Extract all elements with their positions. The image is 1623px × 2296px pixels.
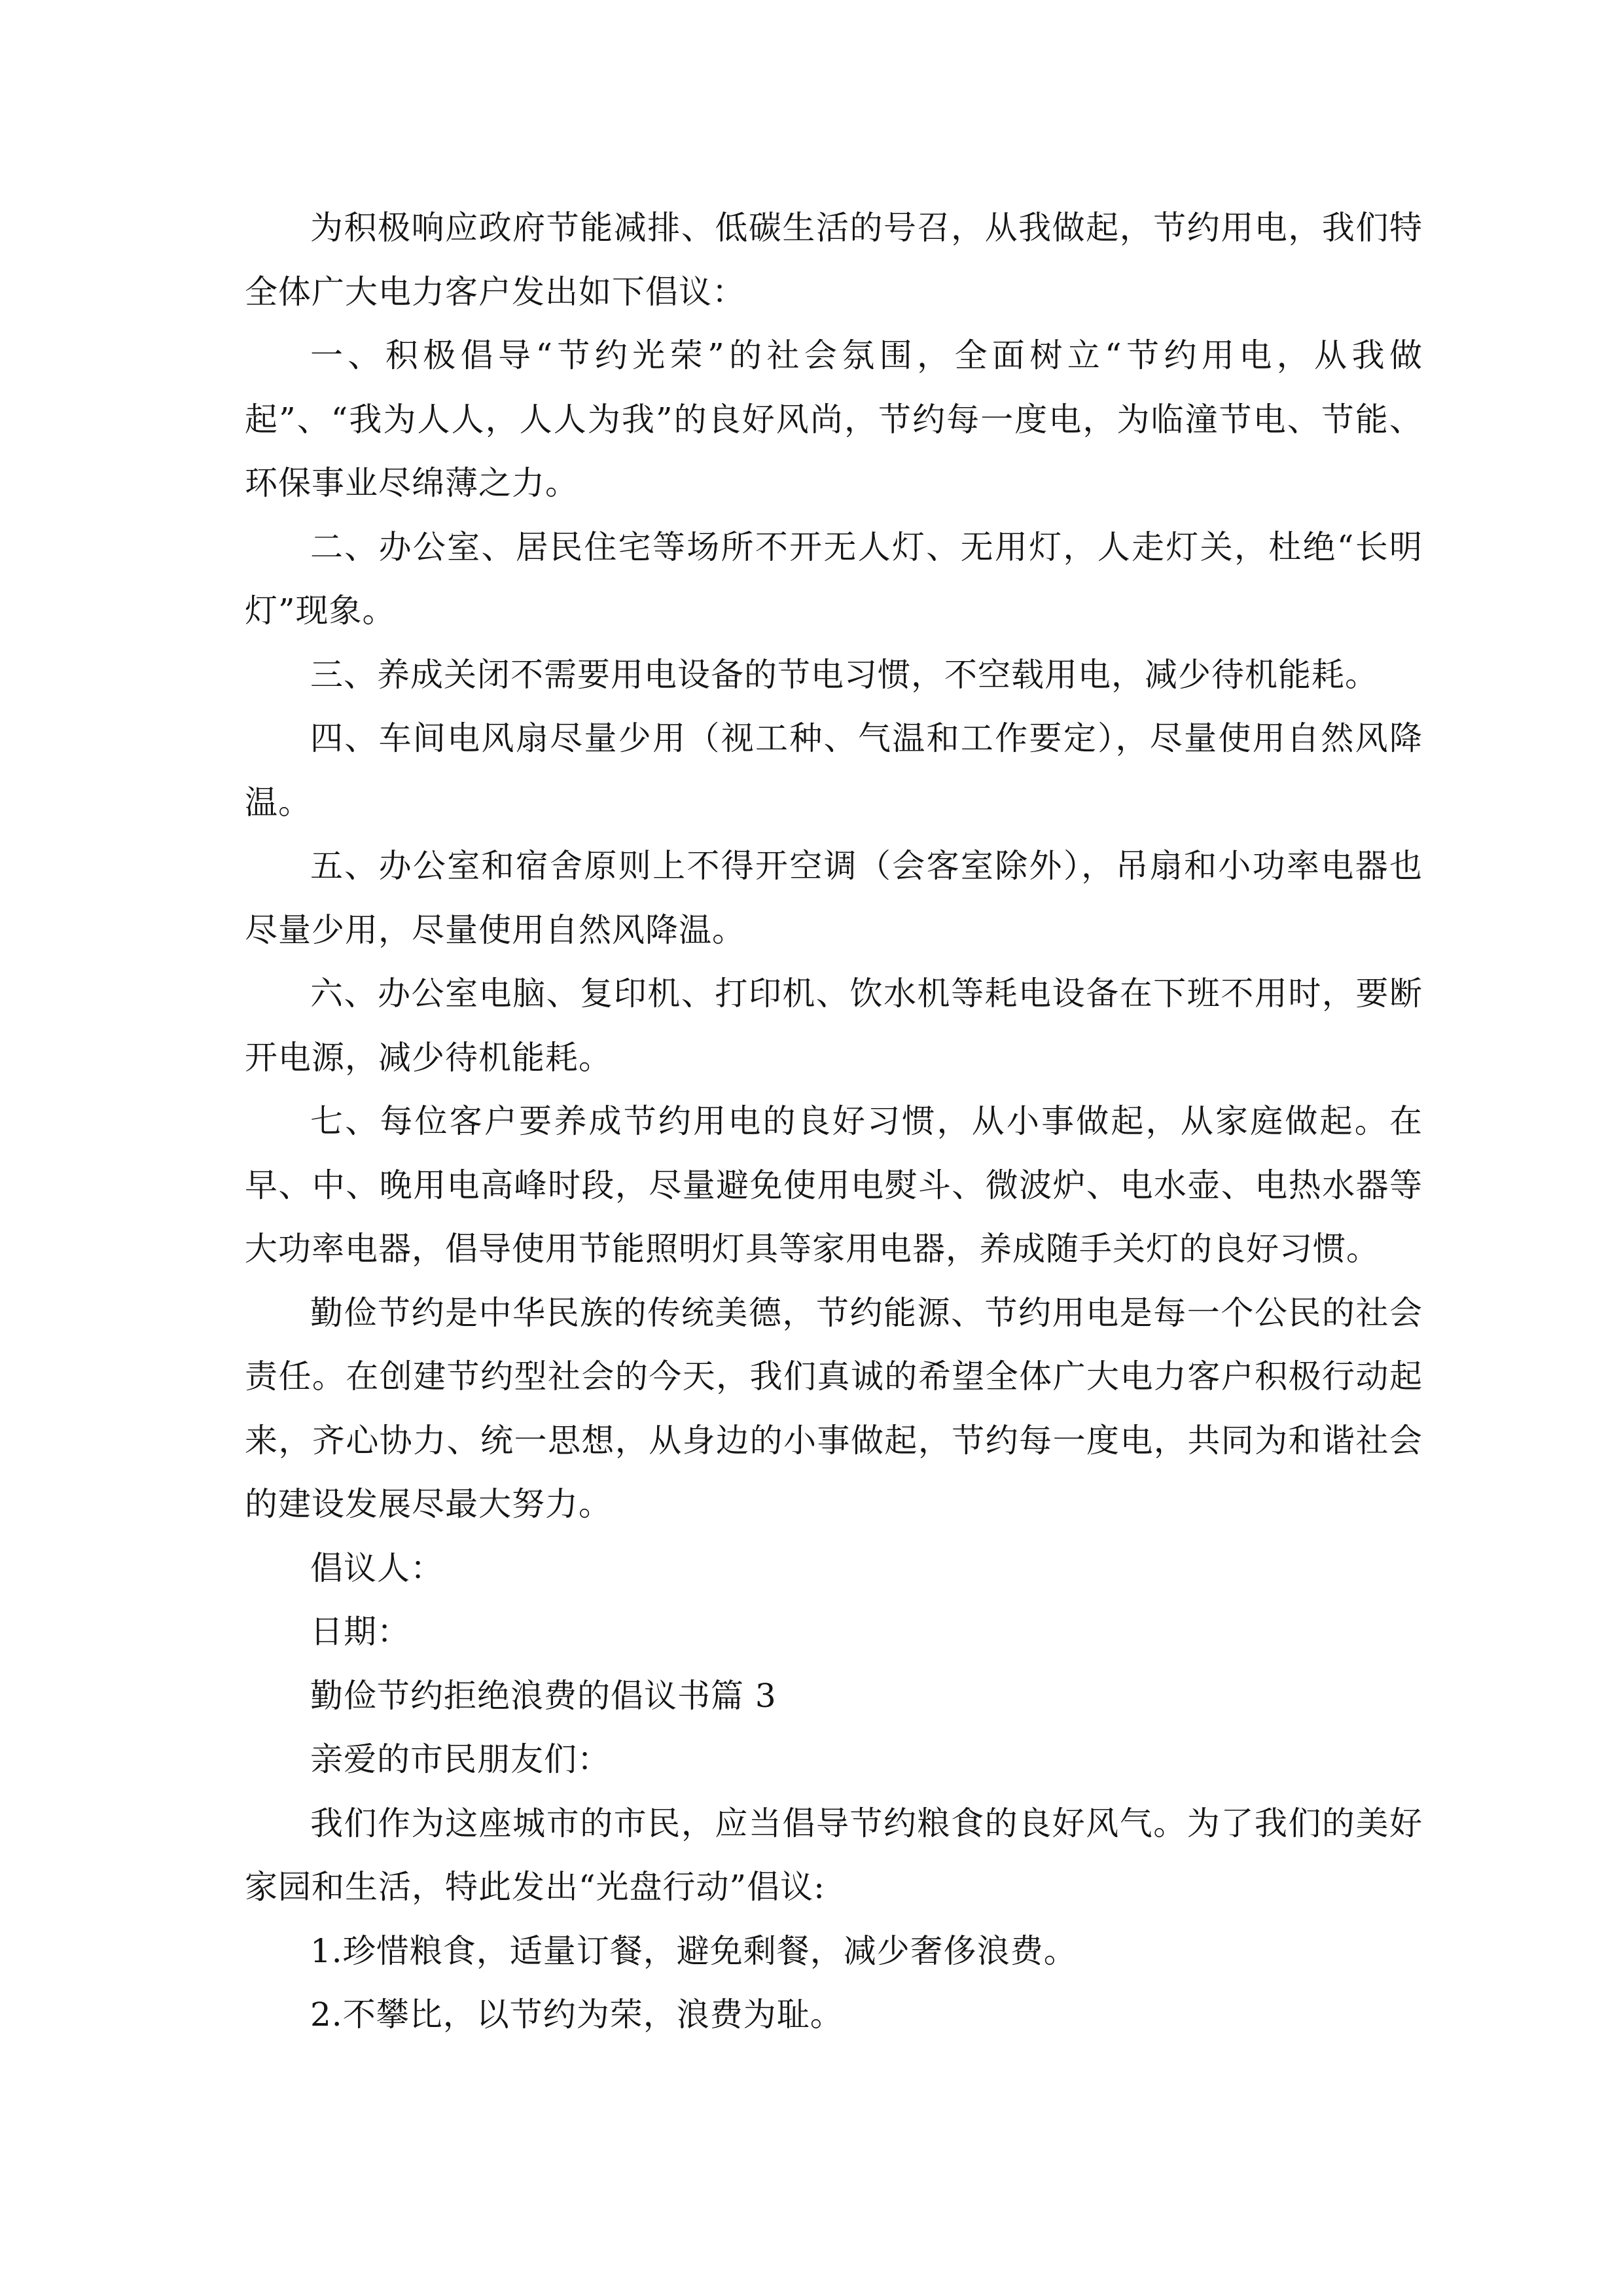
greeting: 亲爱的市民朋友们：: [310, 1740, 611, 1778]
paragraph-item-2: 二、办公室、居民住宅等场所不开无人灯、无用灯，人走灯关，杜绝“长明灯”现象。: [245, 528, 1423, 630]
paragraph-item-7: 七、每位客户要养成节约用电的良好习惯，从小事做起，从家庭做起。在早、中、晚用电高峰时段，尽量避免使用电熨斗、微波炉、电水壶、电热水器等大功率电器，倡导使用节能照明灯具等家用电器，养成随手关灯的良好习惯。: [245, 1102, 1423, 1268]
document-body: [245, 196, 1423, 2047]
paragraph-item-5: 五、办公室和宿舍原则上不得开空调（会客室除外），吊扇和小功率电器也尽量少用，尽量使用自然风降温。: [245, 847, 1423, 949]
paragraph-intro-2: 我们作为这座城市的市民，应当倡导节约粮食的良好风气。为了我们的美好家园和生活，特此发出“光盘行动”倡议:: [245, 1804, 1423, 1906]
paragraph-item-3: 三、养成关闭不需要用电设备的节电习惯，不空载用电，减少待机能耗。: [310, 655, 1378, 694]
section-title: 勤俭节约拒绝浪费的倡议书篇 3: [310, 1676, 777, 1715]
list-item-1: 1.珍惜粮食，适量订餐，避免剩餐，减少奢侈浪费。: [310, 1931, 1077, 1970]
paragraph-intro: 为积极响应政府节能减排、低碳生活的号召，从我做起，节约用电，我们特全体广大电力客户发出如下倡议：: [245, 209, 1423, 311]
paragraph-item-6: 六、办公室电脑、复印机、打印机、饮水机等耗电设备在下班不用时，要断开电源，减少待机能耗。: [245, 975, 1423, 1077]
paragraph-item-4: 四、车间电风扇尽量少用（视工种、气温和工作要定），尽量使用自然风降温。: [245, 719, 1423, 821]
paragraph-item-1: 一、积极倡导“节约光荣”的社会氛围，全面树立“节约用电，从我做起”、“我为人人，人人为我”的良好风尚，节约每一度电，为临潼节电、节能、环保事业尽绵薄之力。: [245, 336, 1423, 502]
list-item-2: 2.不攀比，以节约为荣，浪费为耻。: [310, 1996, 844, 2034]
paragraph-conclusion: 勤俭节约是中华民族的传统美德，节约能源、节约用电是每一个公民的社会责任。在创建节约型社会的今天，我们真诚的希望全体广大电力客户积极行动起来，齐心协力、统一思想，从身边的小事做起，节约每一度电，共同为和谐社会的建设发展尽最大努力。: [245, 1293, 1423, 1523]
proposer-label: 倡议人：: [310, 1549, 444, 1587]
date-label: 日期：: [310, 1613, 410, 1651]
